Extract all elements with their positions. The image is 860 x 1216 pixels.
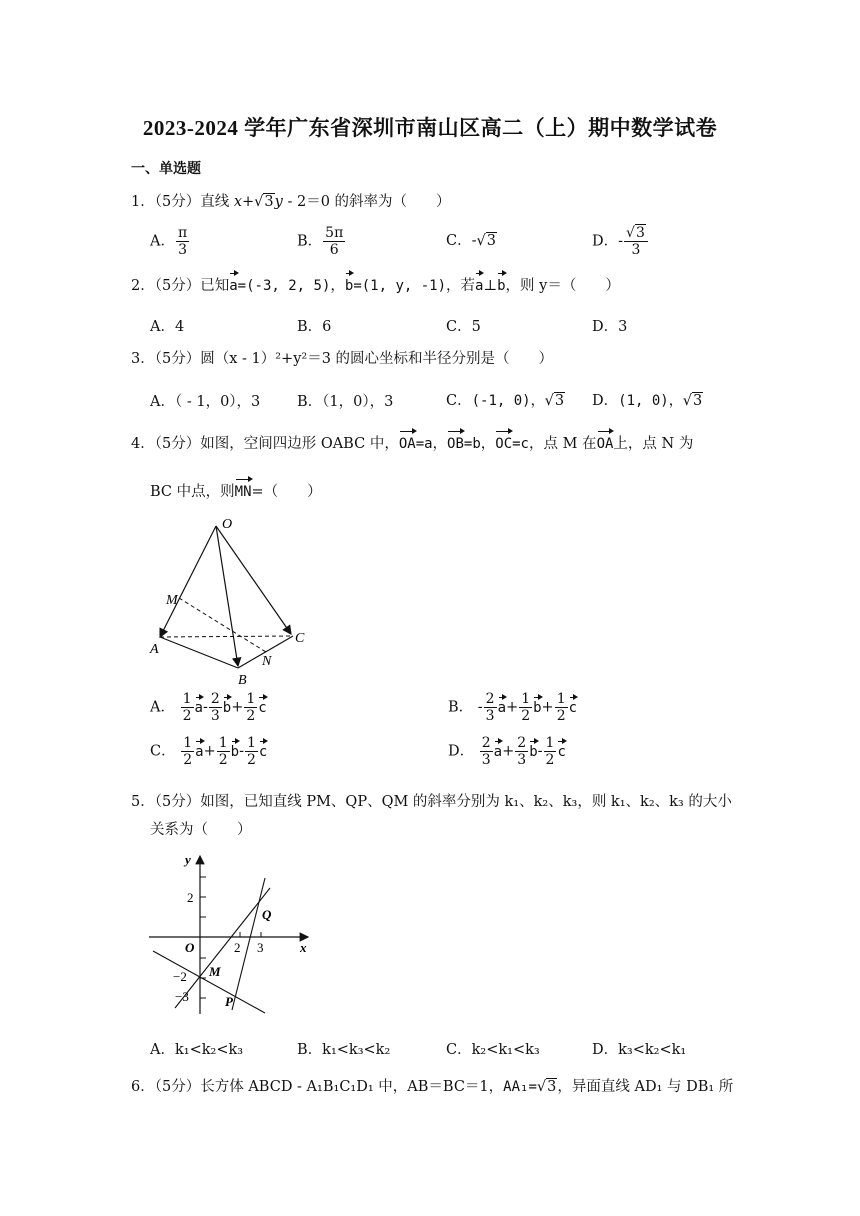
- question-6: 6．（5分）长方体 ABCD - A₁B₁C₁D₁ 中，AB＝BC＝1，AA₁=√3，异面直线 AD₁ 与 DB₁ 所: [131, 1079, 734, 1095]
- q4-option-a[interactable]: A． $\frac{1}{2}$ a- $\frac{2}{3}$ b+ $\frac{1}{2}$ c: [150, 691, 267, 724]
- q1-option-c[interactable]: C．-√3: [446, 233, 496, 249]
- question-3: 3．（5分）圆（x - 1）²+y²＝3 的圆心坐标和半径分别是（ ）: [131, 351, 554, 367]
- edge-ob: [216, 526, 238, 666]
- question-5: 5．（5分）如图，已知直线 PM、QP、QM 的斜率分别为 k₁、k₂、k₃，则 k₁、k₂、k₃ 的大小: [131, 794, 732, 810]
- label-origin: O: [185, 940, 195, 955]
- label-q: Q: [262, 907, 272, 922]
- q3-option-a[interactable]: A．（ - 1，0），3: [150, 394, 261, 410]
- q2-option-d[interactable]: D．3: [592, 319, 628, 335]
- question-4: 4．（5分）如图，空间四边形 OABC 中，OA=a，OB=b，OC=c，点 M 在OA上，点 N 为: [131, 436, 694, 452]
- label-y-neg3: −3: [175, 989, 189, 1004]
- label-p: P: [225, 994, 233, 1009]
- q5-option-a[interactable]: A．k₁<k₂<k₃: [150, 1042, 244, 1058]
- label-x-2: 2: [234, 940, 241, 955]
- edge-oa: [160, 526, 216, 637]
- q4-option-c[interactable]: C． $\frac{1}{2}$ a+ $\frac{1}{2}$ b- $\frac{1}{2}$ c: [150, 735, 268, 768]
- edge-ab: [160, 637, 238, 668]
- label-y-2: 2: [187, 890, 194, 905]
- q1-option-a[interactable]: A． $\frac{\pi}{3}$: [150, 225, 188, 258]
- q1-option-d[interactable]: D．- $\frac{√3}{3}$: [592, 226, 649, 257]
- q5-option-b[interactable]: B．k₁<k₃<k₂: [297, 1042, 391, 1058]
- section-heading: 一、单选题: [131, 161, 201, 177]
- label-m: M: [209, 964, 221, 979]
- label-a: A: [150, 642, 159, 657]
- label-y-neg2: −2: [173, 969, 187, 984]
- label-c: C: [295, 631, 305, 646]
- edge-oc: [216, 526, 291, 634]
- page-title: 2023-2024 学年广东省深圳市南山区高二（上）期中数学试卷: [142, 116, 718, 140]
- edge-ac-dashed: [160, 636, 293, 637]
- label-x-axis: x: [300, 940, 307, 955]
- q3-option-d[interactable]: D．(1, 0)，√3: [592, 393, 703, 409]
- q4-option-d[interactable]: D． $\frac{2}{3}$ a+ $\frac{2}{3}$ b- $\frac{1}{2}$ c: [448, 735, 566, 768]
- label-n: N: [262, 654, 272, 669]
- q2-option-b[interactable]: B．6: [297, 319, 332, 335]
- q3-option-c[interactable]: C．(-1, 0)，√3: [446, 393, 565, 409]
- q3-option-b[interactable]: B．（1，0），3: [297, 394, 394, 410]
- label-o: O: [222, 517, 233, 532]
- q2-option-a[interactable]: A．4: [150, 319, 185, 335]
- q5-option-c[interactable]: C．k₂<k₁<k₃: [446, 1042, 540, 1058]
- line-pm: [153, 951, 265, 1013]
- slope-graph-figure: [145, 848, 320, 1018]
- q4-option-b[interactable]: B． - $\frac{2}{3}$ a+ $\frac{1}{2}$ b+ $\frac{1}{2}$ c: [448, 691, 578, 724]
- label-y-axis: y: [185, 852, 191, 867]
- q2-option-c[interactable]: C．5: [446, 319, 481, 335]
- label-b: B: [238, 673, 247, 688]
- question-4-line-2: BC 中点，则MN=（ ）: [150, 484, 322, 500]
- question-5-line-2: 关系为（ ）: [150, 822, 252, 838]
- q5-option-d[interactable]: D．k₃<k₂<k₁: [592, 1042, 687, 1058]
- segment-mn-dashed: [179, 598, 266, 652]
- question-2: 2．（5分）已知a=(-3, 2, 5)，b=(1, y, -1)，若a⊥b，则 y＝（ ）: [131, 278, 620, 294]
- question-1: 1．（5分）直线 x+√3y - 2＝0 的斜率为（ ）: [131, 194, 451, 210]
- sqrt-sign: √3: [254, 194, 274, 210]
- label-x-3: 3: [257, 940, 264, 955]
- q1-option-b[interactable]: B． $\frac{5\pi}{6}$: [297, 225, 344, 258]
- label-m: M: [166, 593, 178, 608]
- tetrahedron-figure: [140, 510, 320, 690]
